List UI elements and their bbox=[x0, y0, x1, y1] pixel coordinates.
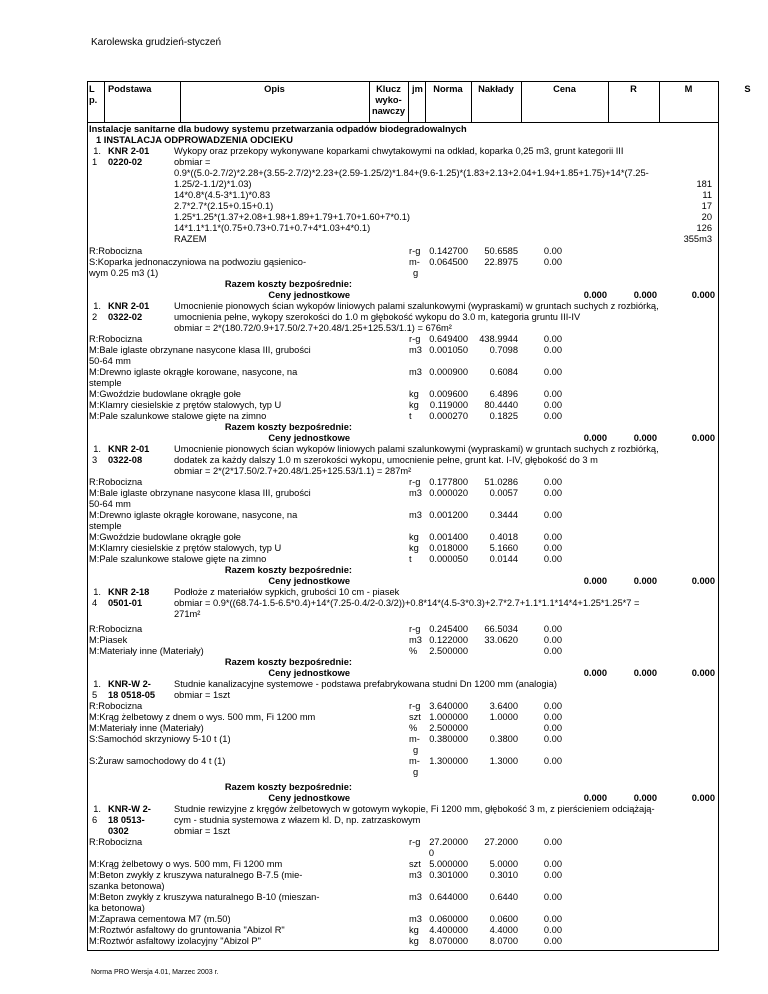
resource-jm: kg bbox=[409, 543, 419, 553]
position-description: Umocnienie pionowych ścian wykopów liniowych palami szalunkowymi (wypraskami) w gruntach suchych z rozbiórką, bbox=[174, 301, 659, 311]
calc-line: obmiar = 2*(2*17.50/2.7+20.48/1.25+125.53/1.1) = 287m² bbox=[174, 466, 412, 476]
razem-label: Razem koszty bezpośrednie: bbox=[224, 782, 352, 792]
resource-jm: m3 bbox=[409, 892, 422, 902]
resource-naklady: 0.6440 bbox=[489, 892, 518, 902]
resource-name: M:Gwoździe budowlane okrągłe gołe bbox=[89, 532, 241, 542]
calc-value: 20 bbox=[701, 212, 712, 222]
resource-name: M:Beton zwykły z kruszywa naturalnego B-7.5 (mie- bbox=[89, 870, 303, 880]
resource-name: M:Materiały inne (Materiały) bbox=[89, 723, 204, 733]
position-code: 0220-02 bbox=[108, 157, 143, 167]
position-code: KNR 2-01 bbox=[108, 301, 150, 311]
resource-naklady: 0.4018 bbox=[489, 532, 518, 542]
cost-estimate-table bbox=[87, 81, 751, 951]
col-jm: jm bbox=[412, 84, 423, 94]
calc-line: 14*1.1*1.1*(0.75+0.73+0.71+0.7+4*1.03+4*0.1) bbox=[174, 223, 371, 233]
position-code: KNR-W 2- bbox=[108, 679, 151, 689]
resource-norma: 0.119000 bbox=[429, 400, 468, 410]
position-description: Studnie rewizyjne z kręgów żelbetowych w gotowym wykopie, Fi 1200 mm, głębokość 3 m, z pierścieniem odciążają- bbox=[174, 804, 655, 814]
resource-naklady: 0.7098 bbox=[489, 345, 518, 355]
resource-cena: 0.00 bbox=[543, 246, 562, 256]
resource-cena: 0.00 bbox=[543, 367, 562, 377]
resource-naklady: 27.2000 bbox=[484, 837, 518, 847]
position-number: 1. bbox=[93, 444, 101, 454]
resource-norma: 0.001400 bbox=[429, 532, 468, 542]
resource-cena: 0.00 bbox=[543, 635, 562, 645]
calc-value: 355m3 bbox=[683, 234, 712, 244]
position-code: 0322-08 bbox=[108, 455, 143, 465]
calc-value: 17 bbox=[701, 201, 712, 211]
total-r: 0.000 bbox=[583, 668, 607, 678]
col-opis: Opis bbox=[264, 84, 285, 94]
total-m: 0.000 bbox=[633, 668, 657, 678]
resource-norma: 0.142700 bbox=[429, 246, 468, 256]
position-code: KNR-W 2- bbox=[108, 804, 151, 814]
total-r: 0.000 bbox=[583, 433, 607, 443]
resource-jm: m3 bbox=[409, 510, 422, 520]
total-m: 0.000 bbox=[633, 576, 657, 586]
position-code: KNR 2-01 bbox=[108, 444, 150, 454]
calc-line: obmiar = 2*(180.72/0.9+17.50/2.7+20.48/1.25+125.53/1.1) = 676m² bbox=[174, 323, 452, 333]
position-description: Podłoże z materiałów sypkich, grubości 10 cm - piasek bbox=[174, 587, 400, 597]
calc-line: 1.25/2-1.1/2)*1.03) bbox=[174, 179, 252, 189]
col-klucz: Klucz wyko- nawczy bbox=[371, 84, 406, 116]
resource-naklady: 1.3000 bbox=[489, 756, 518, 766]
resource-norma: 0.245400 bbox=[429, 624, 468, 634]
position-code: 18 0513- bbox=[108, 815, 145, 825]
resource-jm: % bbox=[409, 646, 418, 656]
resource-jm: r-g bbox=[409, 837, 421, 847]
resource-norma: 0.001200 bbox=[429, 510, 468, 520]
position-number: 1. bbox=[93, 301, 101, 311]
position-number: 1. bbox=[93, 679, 101, 689]
resource-jm: m3 bbox=[409, 914, 422, 924]
resource-name: M:Klamry ciesielskie z prętów stalowych, typ U bbox=[89, 543, 282, 553]
resource-name: M:Drewno iglaste okrągłe korowane, nasycone, na bbox=[89, 367, 298, 377]
resource-jm: r-g bbox=[409, 701, 421, 711]
resource-jm: szt bbox=[409, 712, 421, 722]
resource-naklady: 33.0620 bbox=[484, 635, 518, 645]
position-description: cym - studnia systemowa z włazem kl. D, np. zatrzaskowym bbox=[174, 815, 421, 825]
calc-value: 181 bbox=[696, 179, 712, 189]
resource-norma: 0.064500 bbox=[429, 257, 468, 267]
resource-cena: 0.00 bbox=[543, 532, 562, 542]
resource-name: M:Pale szalunkowe stalowe gięte na zimno bbox=[89, 554, 267, 564]
resource-jm: r-g bbox=[409, 246, 421, 256]
resource-norma: 0.122000 bbox=[429, 635, 468, 645]
resource-jm: t bbox=[409, 411, 412, 421]
position-number: 6 bbox=[92, 815, 98, 825]
resource-norma: 0.060000 bbox=[429, 914, 468, 924]
resource-name: ka betonowa) bbox=[89, 903, 145, 913]
row-rule bbox=[88, 122, 718, 123]
col-lp: L p. bbox=[89, 84, 98, 105]
resource-cena: 0.00 bbox=[543, 914, 562, 924]
resource-name: M:Bale iglaste obrzynane nasycone klasa III, grubości bbox=[89, 345, 311, 355]
resource-norma: 0 bbox=[428, 848, 434, 858]
position-number: 5 bbox=[92, 690, 98, 700]
resource-jm: m3 bbox=[409, 870, 422, 880]
resource-norma: 1.000000 bbox=[429, 712, 468, 722]
resource-norma: 0.644000 bbox=[429, 892, 468, 902]
ceny-label: Ceny jednostkowe bbox=[268, 433, 350, 443]
resource-norma: 2.500000 bbox=[429, 646, 468, 656]
calc-line: 0.9*((5.0-2.7/2)*2.28+(3.55-2.7/2)*2.23+(2.59-1.25/2)*1.84+(9.6-1.25)*(1.83+2.13+2.04+1.94+1.85+1.75)+14*(7.25- bbox=[174, 168, 649, 178]
col-s: S bbox=[744, 84, 751, 94]
position-description: dodatek za każdy dalszy 1.0 m szerokości wykopu, umocnienie pełne, grunt kat. I-IV, głębokość do 3 m bbox=[174, 455, 598, 465]
total-s: 0.000 bbox=[691, 576, 715, 586]
resource-jm: r-g bbox=[409, 477, 421, 487]
position-description: Umocnienie pionowych ścian wykopów liniowych palami szalunkowymi (wypraskami) w gruntach suchych z rozbiórką, bbox=[174, 444, 659, 454]
resource-norma: 0.001050 bbox=[429, 345, 468, 355]
ceny-label: Ceny jednostkowe bbox=[268, 290, 350, 300]
position-number: 3 bbox=[92, 455, 98, 465]
col-cena: Cena bbox=[553, 84, 576, 94]
section-title: Instalacje sanitarne dla budowy systemu przetwarzania odpadów biodegradowalnych bbox=[89, 124, 467, 134]
resource-naklady: 0.3800 bbox=[489, 734, 518, 744]
resource-norma: 0.000900 bbox=[429, 367, 468, 377]
calc-line: obmiar = 0.9*((68.74-1.5-6.5*0.4)+14*(7.25-0.4/2-0.3/2))+0.8*14*(4.5-3*0.3)+2.7*2.7+1.1*1.1*14*4+1.25*1.25*7 = bbox=[174, 598, 640, 608]
resource-cena: 0.00 bbox=[543, 411, 562, 421]
resource-naklady: 6.4896 bbox=[489, 389, 518, 399]
resource-naklady: 50.6585 bbox=[484, 246, 518, 256]
resource-cena: 0.00 bbox=[543, 701, 562, 711]
razem-label: Razem koszty bezpośrednie: bbox=[224, 279, 352, 289]
resource-naklady: 4.4000 bbox=[489, 925, 518, 935]
total-m: 0.000 bbox=[633, 290, 657, 300]
subsection-title: 1 INSTALACJA ODPROWADZENIA ODCIEKU bbox=[96, 135, 293, 145]
resource-name: stemple bbox=[89, 378, 122, 388]
total-r: 0.000 bbox=[583, 290, 607, 300]
resource-jm: m- bbox=[409, 756, 420, 766]
resource-naklady: 0.0057 bbox=[489, 488, 518, 498]
resource-naklady: 3.6400 bbox=[489, 701, 518, 711]
resource-cena: 0.00 bbox=[543, 510, 562, 520]
resource-naklady: 438.9944 bbox=[479, 334, 518, 344]
resource-jm: m- bbox=[409, 734, 420, 744]
resource-norma: 0.649400 bbox=[429, 334, 468, 344]
ceny-label: Ceny jednostkowe bbox=[268, 576, 350, 586]
total-s: 0.000 bbox=[691, 433, 715, 443]
ceny-label: Ceny jednostkowe bbox=[268, 668, 350, 678]
resource-jm: r-g bbox=[409, 624, 421, 634]
resource-naklady: 0.1825 bbox=[489, 411, 518, 421]
resource-name: stemple bbox=[89, 521, 122, 531]
resource-cena: 0.00 bbox=[543, 334, 562, 344]
resource-naklady: 0.3010 bbox=[489, 870, 518, 880]
resource-name: M:Gwoździe budowlane okrągłe gołe bbox=[89, 389, 241, 399]
calc-value: 11 bbox=[702, 190, 712, 200]
resource-norma: 5.000000 bbox=[429, 859, 468, 869]
resource-jm: r-g bbox=[409, 334, 421, 344]
resource-name: R:Robocizna bbox=[89, 701, 143, 711]
resource-name: M:Materiały inne (Materiały) bbox=[89, 646, 204, 656]
resource-name: szanka betonowa) bbox=[89, 881, 165, 891]
resource-cena: 0.00 bbox=[543, 892, 562, 902]
resource-norma: 0.177800 bbox=[429, 477, 468, 487]
resource-jm: m3 bbox=[409, 367, 422, 377]
resource-name: M:Krąg żelbetowy z dnem o wys. 500 mm, Fi 1200 mm bbox=[89, 712, 316, 722]
resource-naklady: 0.0600 bbox=[489, 914, 518, 924]
resource-name: 50-64 mm bbox=[89, 356, 131, 366]
position-code: KNR 2-18 bbox=[108, 587, 150, 597]
calc-line: RAZEM bbox=[174, 234, 207, 244]
resource-cena: 0.00 bbox=[543, 389, 562, 399]
resource-jm: m3 bbox=[409, 635, 422, 645]
column-rule bbox=[104, 82, 105, 122]
calc-line: 14*0.8*(4.5-3*1.1)*0.83 bbox=[174, 190, 271, 200]
resource-naklady: 22.8975 bbox=[484, 257, 518, 267]
razem-label: Razem koszty bezpośrednie: bbox=[224, 422, 352, 432]
resource-norma: 3.640000 bbox=[429, 701, 468, 711]
resource-cena: 0.00 bbox=[543, 345, 562, 355]
resource-norma: 8.070000 bbox=[429, 936, 468, 946]
calc-line: 2.7*2.7*(2.15+0.15+0.1) bbox=[174, 201, 274, 211]
position-code: 0322-02 bbox=[108, 312, 143, 322]
resource-cena: 0.00 bbox=[543, 646, 562, 656]
position-description: Studnie kanalizacyjne systemowe - podstawa prefabrykowana studni Dn 1200 mm (analogia) bbox=[174, 679, 557, 689]
resource-naklady: 66.5034 bbox=[484, 624, 518, 634]
resource-norma: 2.500000 bbox=[429, 723, 468, 733]
resource-norma: 0.009600 bbox=[429, 389, 468, 399]
position-description: umocnienia pełne, wykopy szerokości do 1.0 m głębokość wykopu do 3.0 m, kategoria gruntu III-IV bbox=[174, 312, 581, 322]
resource-jm: m3 bbox=[409, 488, 422, 498]
resource-name: R:Robocizna bbox=[89, 477, 143, 487]
position-code: 18 0518-05 bbox=[108, 690, 156, 700]
calc-line: 271m² bbox=[174, 609, 201, 619]
resource-cena: 0.00 bbox=[543, 925, 562, 935]
resource-cena: 0.00 bbox=[543, 723, 562, 733]
resource-naklady: 0.6084 bbox=[489, 367, 518, 377]
resource-jm: kg bbox=[409, 389, 419, 399]
total-m: 0.000 bbox=[633, 433, 657, 443]
resource-name: M:Roztwór asfaltowy do gruntowania "Abizol R" bbox=[89, 925, 285, 935]
resource-name: R:Robocizna bbox=[89, 624, 143, 634]
col-naklady: Nakłady bbox=[478, 84, 514, 94]
position-number: 1. bbox=[93, 587, 101, 597]
ceny-label: Ceny jednostkowe bbox=[268, 793, 350, 803]
position-code: 0302 bbox=[108, 826, 129, 836]
resource-name: M:Drewno iglaste okrągłe korowane, nasycone, na bbox=[89, 510, 298, 520]
resource-jm: kg bbox=[409, 925, 419, 935]
resource-jm: % bbox=[409, 723, 418, 733]
resource-norma: 0.000270 bbox=[429, 411, 468, 421]
resource-jm: kg bbox=[409, 532, 419, 542]
resource-norma: 0.018000 bbox=[429, 543, 468, 553]
total-s: 0.000 bbox=[691, 668, 715, 678]
resource-cena: 0.00 bbox=[543, 734, 562, 744]
resource-name: M:Pale szalunkowe stalowe gięte na zimno bbox=[89, 411, 267, 421]
resource-jm: m3 bbox=[409, 345, 422, 355]
resource-norma: 4.400000 bbox=[429, 925, 468, 935]
position-number: 2 bbox=[92, 312, 98, 322]
resource-name: R:Robocizna bbox=[89, 246, 143, 256]
position-number: 4 bbox=[92, 598, 98, 608]
calc-line: 1.25*1.25*(1.37+2.08+1.98+1.89+1.79+1.70+1.60+7*0.1) bbox=[174, 212, 410, 222]
resource-norma: 0.380000 bbox=[429, 734, 468, 744]
resource-cena: 0.00 bbox=[543, 837, 562, 847]
resource-naklady: 80.4440 bbox=[484, 400, 518, 410]
resource-cena: 0.00 bbox=[543, 554, 562, 564]
resource-cena: 0.00 bbox=[543, 400, 562, 410]
resource-naklady: 0.0144 bbox=[489, 554, 518, 564]
resource-norma: 1.300000 bbox=[429, 756, 468, 766]
resource-jm: kg bbox=[409, 936, 419, 946]
page-header: Karolewska grudzień-styczeń bbox=[91, 37, 222, 48]
resource-name: S:Samochód skrzyniowy 5-10 t (1) bbox=[89, 734, 231, 744]
total-s: 0.000 bbox=[691, 290, 715, 300]
total-m: 0.000 bbox=[633, 793, 657, 803]
position-number: 1. bbox=[93, 804, 101, 814]
resource-cena: 0.00 bbox=[543, 488, 562, 498]
resource-name: M:Piasek bbox=[89, 635, 128, 645]
total-s: 0.000 bbox=[691, 793, 715, 803]
resource-norma: 0.000020 bbox=[429, 488, 468, 498]
resource-naklady: 5.0000 bbox=[489, 859, 518, 869]
resource-norma: 0.000050 bbox=[429, 554, 468, 564]
resource-naklady: 8.0700 bbox=[489, 936, 518, 946]
resource-name: S:Koparka jednonaczyniowa na podwoziu gąsienico- bbox=[89, 257, 307, 267]
resource-jm: kg bbox=[409, 400, 419, 410]
resource-name: M:Krąg żelbetowy o wys. 500 mm, Fi 1200 mm bbox=[89, 859, 283, 869]
resource-naklady: 0.3444 bbox=[489, 510, 518, 520]
col-r: R bbox=[630, 84, 637, 94]
resource-name: S:Żuraw samochodowy do 4 t (1) bbox=[89, 756, 226, 766]
resource-name: R:Robocizna bbox=[89, 837, 143, 847]
page-footer: Norma PRO Wersja 4.01, Marzec 2003 r. bbox=[91, 969, 219, 976]
razem-label: Razem koszty bezpośrednie: bbox=[224, 565, 352, 575]
resource-name: M:Roztwór asfaltowy izolacyjny "Abizol P" bbox=[89, 936, 261, 946]
resource-cena: 0.00 bbox=[543, 859, 562, 869]
resource-name: 50-64 mm bbox=[89, 499, 131, 509]
calc-line: obmiar = 1szt bbox=[174, 690, 231, 700]
resource-jm: g bbox=[413, 745, 419, 755]
position-code: 0501-01 bbox=[108, 598, 143, 608]
resource-cena: 0.00 bbox=[543, 936, 562, 946]
razem-label: Razem koszty bezpośrednie: bbox=[224, 657, 352, 667]
resource-norma: 0.301000 bbox=[429, 870, 468, 880]
resource-naklady: 1.0000 bbox=[489, 712, 518, 722]
resource-cena: 0.00 bbox=[543, 870, 562, 880]
column-rule bbox=[180, 82, 181, 122]
resource-cena: 0.00 bbox=[543, 477, 562, 487]
calc-value: 126 bbox=[696, 223, 712, 233]
resource-cena: 0.00 bbox=[543, 543, 562, 553]
position-description: Wykopy oraz przekopy wykonywane koparkami chwytakowymi na odkład, koparka 0,25 m3, grunt kategorii III bbox=[174, 146, 624, 156]
resource-name: R:Robocizna bbox=[89, 334, 143, 344]
calc-line: obmiar = 1szt bbox=[174, 826, 231, 836]
resource-cena: 0.00 bbox=[543, 756, 562, 766]
calc-line: obmiar = bbox=[174, 157, 211, 167]
position-number: 1 bbox=[92, 157, 98, 167]
resource-jm: m- bbox=[409, 257, 420, 267]
col-m: M bbox=[684, 84, 693, 94]
resource-cena: 0.00 bbox=[543, 624, 562, 634]
resource-naklady: 5.1660 bbox=[489, 543, 518, 553]
resource-name: M:Klamry ciesielskie z prętów stalowych, typ U bbox=[89, 400, 282, 410]
col-podstawa: Podstawa bbox=[108, 84, 152, 94]
position-number: 1. bbox=[93, 146, 101, 156]
resource-name: wym 0.25 m3 (1) bbox=[89, 268, 159, 278]
resource-jm: t bbox=[409, 554, 412, 564]
position-code: KNR 2-01 bbox=[108, 146, 150, 156]
total-r: 0.000 bbox=[583, 576, 607, 586]
total-r: 0.000 bbox=[583, 793, 607, 803]
col-norma: Norma bbox=[433, 84, 463, 94]
resource-cena: 0.00 bbox=[543, 712, 562, 722]
resource-naklady: 51.0286 bbox=[484, 477, 518, 487]
resource-cena: 0.00 bbox=[543, 257, 562, 267]
resource-name: M:Bale iglaste obrzynane nasycone klasa III, grubości bbox=[89, 488, 311, 498]
resource-name: M:Zaprawa cementowa M7 (m.50) bbox=[89, 914, 231, 924]
resource-name: M:Beton zwykły z kruszywa naturalnego B-10 (mieszan- bbox=[89, 892, 320, 902]
resource-norma: 27.20000 bbox=[429, 837, 468, 847]
resource-jm: g bbox=[413, 268, 419, 278]
resource-jm: g bbox=[413, 767, 419, 777]
resource-jm: szt bbox=[409, 859, 421, 869]
